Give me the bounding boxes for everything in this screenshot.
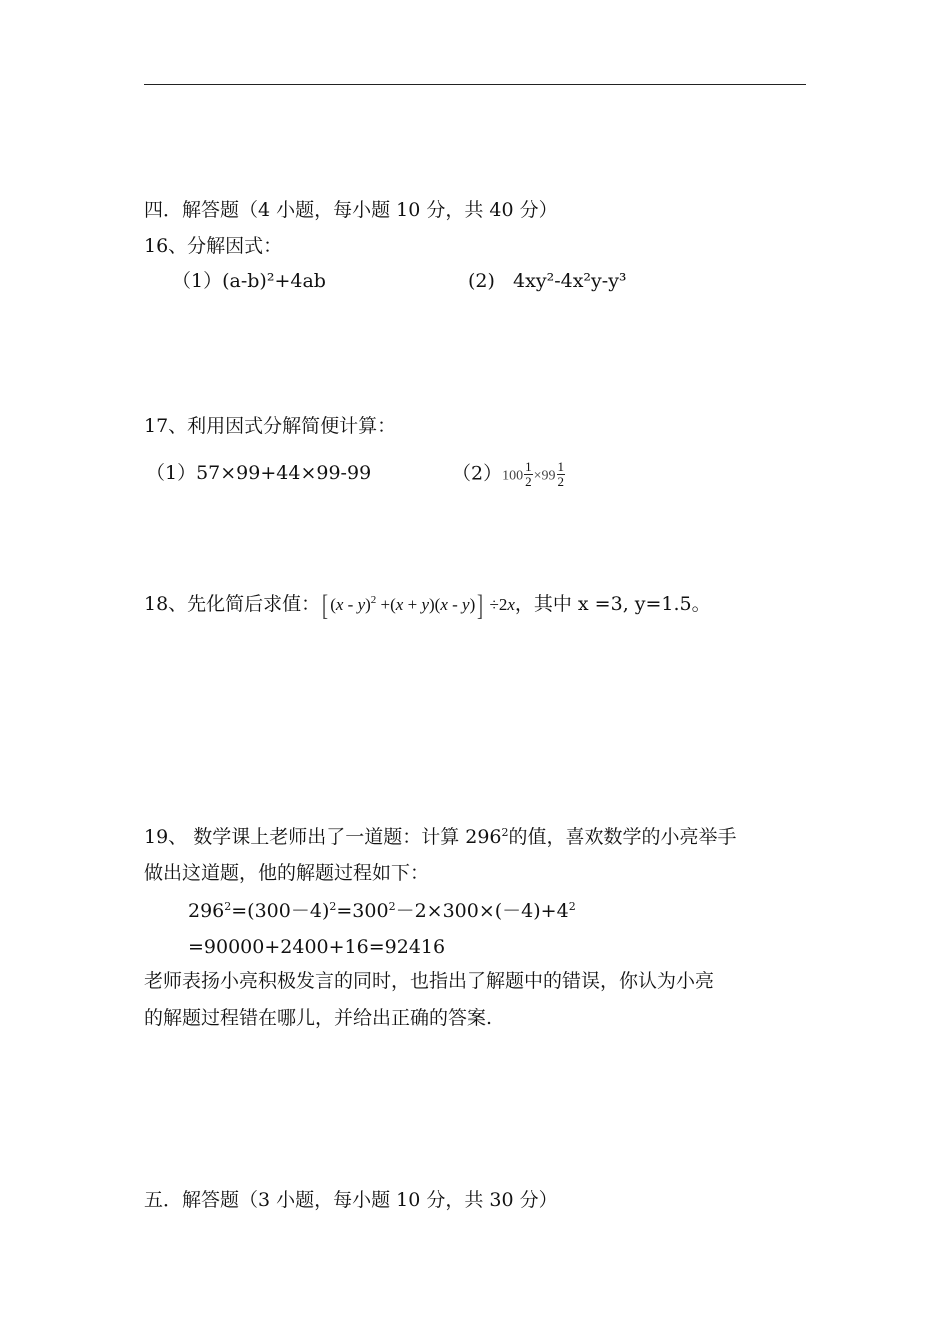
q17-part2-int-a: 100 bbox=[502, 468, 524, 484]
q19-line-1: 19、 数学课上老师出了一道题：计算 $296^2$的值，喜欢数学的小亮举手 bbox=[144, 826, 737, 848]
q19-line-5: 老师表扬小亮积极发言的同时，也指出了解题中的错误，你认为小亮 bbox=[144, 970, 715, 992]
q18-title: 18、先化简后求值： bbox=[144, 593, 321, 615]
q16-part2 bbox=[468, 268, 627, 294]
q18-condition: ，其中 x =3, y=1.5。 bbox=[514, 593, 711, 615]
q17-part2-int-b: ×99 bbox=[533, 468, 556, 484]
q19-line-2: 做出这道题，他的解题过程如下： bbox=[144, 862, 430, 884]
q17-part1: （1）57×99+44×99-99 bbox=[146, 462, 372, 484]
q16-title: 16、分解因式： bbox=[144, 235, 283, 257]
q17-part2-number: （2） bbox=[452, 462, 503, 485]
section-5-heading: 五．解答题（3 小题，每小题 10 分，共 30 分） bbox=[144, 1189, 558, 1211]
section-4-heading: 四．解答题（4 小题，每小题 10 分，共 40 分） bbox=[144, 199, 558, 221]
header-rule bbox=[144, 84, 806, 85]
q17-fraction-b: $\frac{1}{2}$ bbox=[557, 459, 564, 489]
q19-line-6: 的解题过程错在哪儿，并给出正确的答案. bbox=[144, 1007, 493, 1029]
q18-expression: [ (x - y)$^2$ +(x + y)(x - y)] ÷2x bbox=[322, 589, 515, 622]
q16-part1-number: （1） bbox=[172, 270, 223, 292]
q16-part2-number: (2) bbox=[468, 270, 495, 292]
q17-part2 bbox=[452, 460, 566, 490]
q19-line-4: =90000+2400+16=92416 bbox=[188, 936, 446, 958]
q19-line-3: $296^2=(300-4)^2=300^2-2\times 300\times(-4)+4^2$ bbox=[188, 900, 576, 922]
q16-part1-expression: (a-b)²+4ab bbox=[222, 270, 326, 292]
q16-part1 bbox=[172, 268, 326, 294]
q16-part2-expression: 4xy²-4x²y-y³ bbox=[513, 270, 627, 292]
q17-title: 17、利用因式分解简便计算： bbox=[144, 415, 397, 437]
q18 bbox=[144, 589, 711, 622]
q17-fraction-a: $\frac{1}{2}$ bbox=[525, 459, 532, 489]
